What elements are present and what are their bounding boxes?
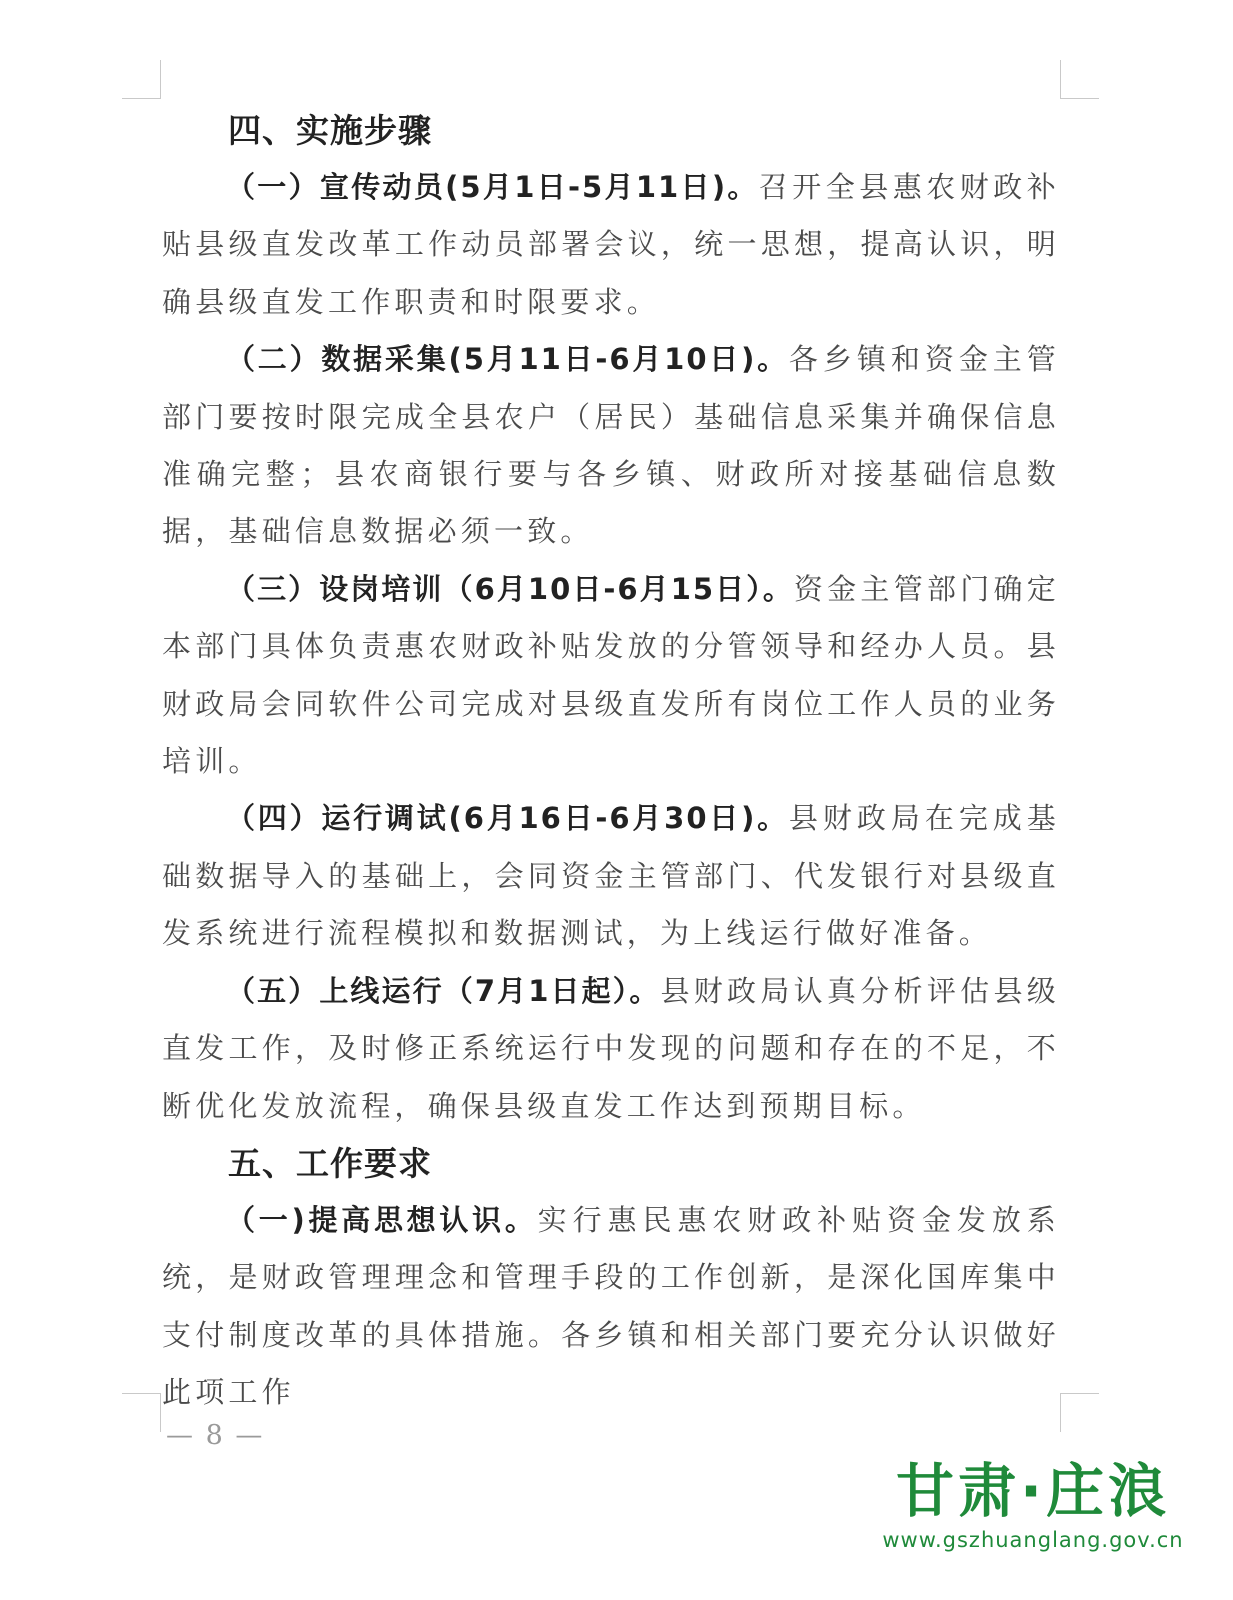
paragraph-requirement-1 [162, 1192, 1060, 1422]
paragraph-step-3 [162, 561, 1060, 791]
paragraph-lead: （三）设岗培训（6月10日-6月15日）。 [226, 571, 794, 606]
page-number: — 8 — [166, 1420, 265, 1451]
crop-mark-bottom-left [122, 1393, 161, 1432]
paragraph-lead: （四）运行调试(6月16日-6月30日)。 [226, 801, 789, 836]
section-heading-requirements: 五、工作要求 [228, 1143, 432, 1183]
crop-mark-bottom-right [1060, 1393, 1099, 1432]
paragraph-step-5 [162, 963, 1060, 1135]
paragraph-text: 县财政局认真分析评估县级直发工作，及时修正系统运行中发现的问题和存在的不足，不断优化发放流程，确保县级直发工作达到预期目标。 [162, 973, 1060, 1123]
paragraph-lead: （五）上线运行（7月1日起）。 [226, 973, 661, 1008]
paragraph-step-4 [162, 790, 1060, 962]
crop-mark-top-right [1060, 60, 1099, 99]
paragraph-step-1 [162, 159, 1060, 331]
site-watermark [868, 1458, 1198, 1552]
crop-mark-top-left [122, 60, 161, 99]
paragraph-lead: （二）数据采集(5月11日-6月10日)。 [226, 342, 789, 377]
paragraph-text: 召开全县惠农财政补贴县级直发改革工作动员部署会议，统一思想，提高认识，明确县级直发工作职责和时限要求。 [162, 170, 1060, 319]
paragraph-lead: （一）宣传动员(5月1日-5月11日)。 [226, 170, 759, 204]
paragraph-text: 资金主管部门确定本部门具体负责惠农财政补贴发放的分管领导和经办人员。县财政局会同软件公司完成对县级直发所有岗位工作人员的业务培训。 [162, 571, 1060, 779]
watermark-url: www.gszhuanglang.gov.cn [882, 1528, 1184, 1552]
paragraph-text: 各乡镇和资金主管部门要按时限完成全县农户（居民）基础信息采集并确保信息准确完整；县农商银行要与各乡镇、财政所对接基础信息数据，基础信息数据必须一致。 [162, 342, 1060, 549]
paragraph-step-2 [162, 331, 1060, 561]
paragraph-text: 实行惠民惠农财政补贴资金发放系统，是财政管理理念和管理手段的工作创新，是深化国库集中支付制度改革的具体措施。各乡镇和相关部门要充分认识做好此项工作 [162, 1202, 1060, 1410]
paragraph-text: 县财政局在完成基础数据导入的基础上，会同资金主管部门、代发银行对县级直发系统进行流程模拟和数据测试，为上线运行做好准备。 [162, 801, 1060, 951]
document-body [162, 102, 1060, 1422]
section-heading-steps: 四、实施步骤 [228, 111, 432, 150]
paragraph-lead: （一)提高思想认识。 [226, 1202, 538, 1237]
watermark-title: 甘肃·庄浪 [895, 1457, 1171, 1525]
